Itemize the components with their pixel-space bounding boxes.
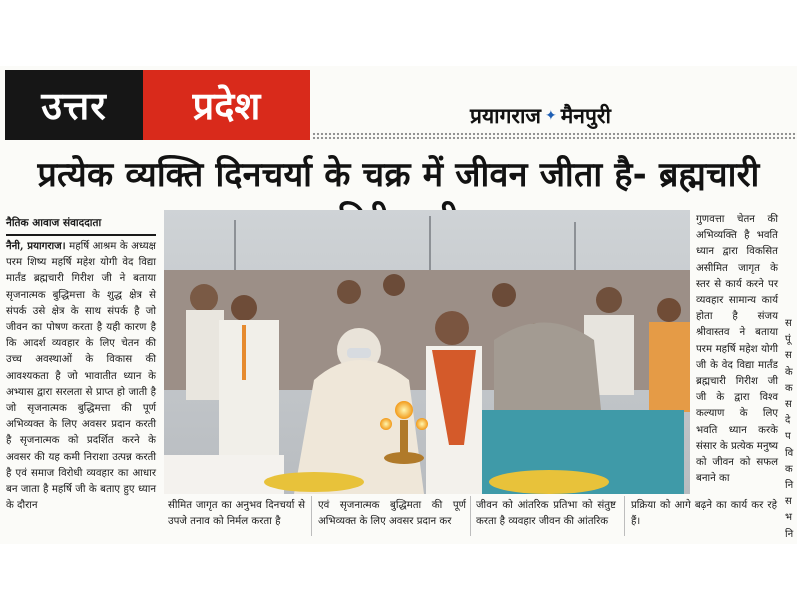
dateline-city-a: प्रयागराज (470, 104, 542, 128)
newspaper-clipping (0, 66, 797, 544)
banner-right-text: प्रदेश (143, 70, 310, 140)
bottom-column-2: एवं सृजनात्मक बुद्धिमता की पूर्ण अभिव्यक्त के लिए अवसर प्रदान कर (318, 500, 466, 528)
dateline-city-b: मैनपुरी (560, 104, 611, 128)
banner-left-text: उत्तर (5, 70, 143, 140)
dotted-rule (312, 132, 797, 140)
column-divider (624, 496, 625, 536)
column-divider (470, 496, 471, 536)
dateline (470, 102, 611, 130)
section-banner (5, 70, 310, 140)
news-photo (164, 210, 690, 494)
column-1-body: महर्षि आश्रम के अध्यक्ष परम शिष्य महर्षि महेश योगी वेद विद्या मार्तंड ब्रह्मचारी गिरीश जी ने बताया सृजनात्मक बुद्धिमत्ता के शुद्ध क्षेत्र से संपर्क उसे क्षेत्र के साथ संपर्क है जो जीवन का पोषण करता है यही कारण है कि आदर्श व्यवहार के लिए चेतन की उच्च अवस्थाओं के विकास की आवश्यकता है जो भावातीत ध्यान के अभ्यास द्वारा सरलता से प्राप्त हो जाती है जो सृजनात्मक बुद्धिमत्ता की पूर्ण अभिव्यक्त के लिए अवसर प्रदान करती है सृजनात्मक को प्रदर्शित करने के अवसर की यह कमी निराशा उत्पन्न करती है एवं समाज विरोधी व्यवहार का आधार बन जाता है महर्षि जी के बताए हुए ध्यान के दौरान (6, 241, 156, 512)
star-icon: ✦ (545, 108, 557, 124)
column-divider (311, 496, 312, 536)
column-edge-body: स पूं स के क स दे प वि क नि स भ नि (785, 318, 794, 540)
column-right-body: गुणवत्ता चेतन की अभिव्यक्ति है भवति ध्यान द्वारा विकसित असीमित जागृत के स्तर से कार्य करने पर व्यवहार सामान्य कार्य होता है संजय श्रीवास्तव ने बताया परम महर्षि महेश योगी जी के वेद विद्या मार्तंड ब्रह्मचारी गिरीश जी जी के द्वारा विश्व कल्याण के लिए भवति ध्यान करके संसार के प्रत्येक मनुष्य को जीवन को सफल बनाने का (696, 214, 778, 485)
byline-rule (6, 234, 156, 236)
bottom-column-3: जीवन को आंतरिक प्रतिभा को संतुष्ट करता है व्यवहार जीवन की आंतरिक (476, 500, 616, 528)
article-column-right (696, 212, 778, 487)
article-column-edge (785, 316, 797, 543)
bottom-column-4: प्रक्रिया को आगे बढ़ने का कार्य कर रहे हैं। (631, 500, 777, 528)
article-column-1 (6, 238, 156, 514)
column-lead: नैनी, प्रयागराज। (6, 240, 66, 252)
bottom-column-1: सीमित जागृत का अनुभव दिनचर्या से उपजे तनाव को निर्मल करता है (168, 500, 305, 528)
byline: नैतिक आवाज संवाददाता (6, 217, 102, 229)
article-headline: प्रत्येक व्यक्ति दिनचर्या के चक्र में जीवन जीता है- ब्रह्मचारी (37, 155, 760, 195)
